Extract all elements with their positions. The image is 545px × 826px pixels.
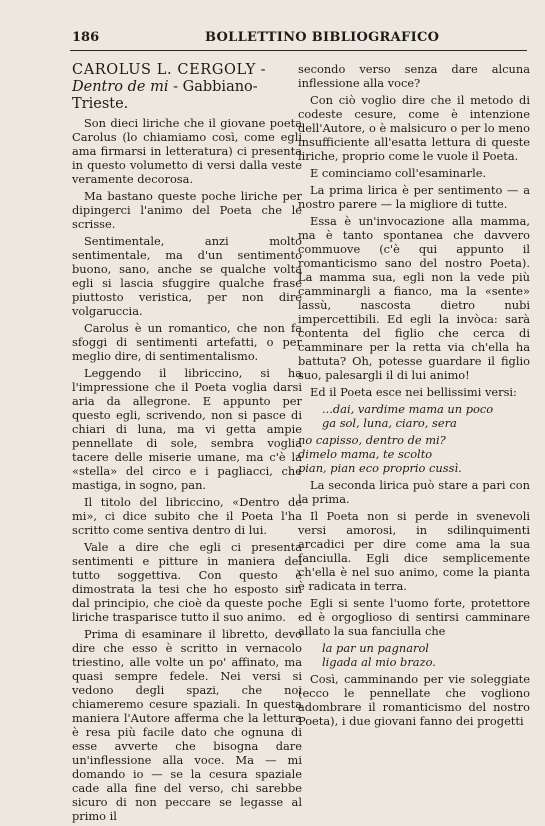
right-column [298, 62, 530, 731]
paragraph: Essa è un'invocazione alla mamma, ma è tanto spontanea che davvero commuove (c'è qui appunto il romanticismo sano del nostro Poeta). La mamma sua, egli non la vede più camminargli a fianco, ma la «sente» lassù, nascosta dietro nubi impercettibili. Ed egli la invòca: sarà contenta del figlio che cerca di camminare per la retta via ch'ella ha battuta? Oh, potesse guardare il figlio suo, palesargli il di lui animo! [298, 214, 530, 382]
paragraph: Così, camminando per vie soleggiate (ecco le pennellate che vogliono adombrare il romanticismo del nostro Poeta), i due giovani fanno dei progetti [298, 672, 530, 728]
page-number: 186 [72, 30, 100, 45]
paragraph: La seconda lirica può stare a pari con la prima. [298, 478, 530, 506]
review-heading [72, 62, 302, 113]
paragraph: Ma bastano queste poche liriche per dipingerci l'animo del Poeta che le scrisse. [72, 189, 302, 231]
paragraph: E cominciamo coll'esaminarle. [310, 166, 487, 180]
review-work-title: Dentro de mi [72, 79, 169, 95]
page-header [0, 26, 545, 50]
verse-quote: la par un pagnarol ligada al mio brazo. [322, 641, 436, 669]
paragraph: Il titolo del libriccino, «Dentro de mi», ci dice subito che il Poeta l'ha scritto come sentiva dentro di lui. [72, 495, 302, 537]
verse-quote: no capisso, dentro de mi? dimelo mama, te scolto pian, pian eco proprio cussì. [298, 433, 462, 475]
review-place: - Gabbiano-Trieste. [72, 79, 258, 112]
paragraph: Sentimentale, anzi molto sentimentale, ma d'un sentimento buono, sano, anche se qualche volta egli si lascia sfuggire qualche frase piuttosto veristica, per non dire volgaruccia. [72, 234, 302, 318]
header-rule [70, 50, 527, 51]
paragraph: La prima lirica è per sentimento — a nostro parere — la migliore di tutte. [298, 183, 530, 211]
paragraph: Ed il Poeta esce nei bellissimi versi: [310, 385, 517, 399]
paragraph: Con ciò voglio dire che il metodo di codeste cesure, come è intenzione dell'Autore, o è malsicuro o per lo meno insufficiente all'esatta lettura di queste liriche, proprio come le vuole il Poeta. [298, 93, 530, 163]
paragraph: secondo verso senza dare alcuna inflessione alla voce? [298, 62, 530, 90]
running-title: BOLLETTINO BIBLIOGRAFICO [205, 30, 440, 45]
paragraph: Son dieci liriche che il giovane poeta Carolus (lo chiamiamo così, come egli ama firmarsi in letteratura) ci presenta in questo volumetto di versi dalla veste veramente decorosa. [72, 116, 302, 186]
left-column [72, 62, 302, 826]
paragraph: Carolus è un romantico, che non fa sfoggi di sentimenti artefatti, o per meglio dire, di sentimentalismo. [72, 321, 302, 363]
paragraph: Vale a dire che egli ci presenta sentimenti e pitture in maniera del tutto soggettiva. Con questo è dimostrata la tesi che ho esposto sin dal principio, che cioè da queste poche liriche trasparisce tutto il suo animo. [72, 540, 302, 624]
paragraph: Egli si sente l'uomo forte, protettore ed è orgoglioso di sentirsi camminare allato la sua fanciulla che [298, 596, 530, 638]
paragraph: Leggendo il libriccino, si ha l'impressione che il Poeta voglia darsi aria da allegrone. E appunto per questo egli, scrivendo, non si pasce di chiari di luna, ma vi getta ampie pennellate di sole, sembra voglia tacere delle miserie umane, ma c'è la «stella» del circo e i pagliacci, che mastiga, in sogno, pan. [72, 366, 302, 492]
review-author: CAROLUS L. CERGOLY [72, 62, 256, 78]
heading-separator: - [255, 62, 266, 78]
verse-quote: ...dai, vardime mama un poco ga sol, luna, ciaro, sera [322, 402, 494, 430]
paragraph: Il Poeta non si perde in svenevoli versi amorosi, in sdilinquimenti arcadici per dire come ama la sua fanciulla. Egli dice semplicemente ch'ella è nel suo animo, come la pianta è radicata in terra. [298, 509, 530, 593]
paragraph: Prima di esaminare il libretto, devo dire che esso è scritto in vernacolo triestino, alle volte un po' affinato, ma quasi sempre fedele. Nei versi si vedono degli spazi, che noi chiameremo cesure spaziali. In questa maniera l'Autore afferma che la lettura è resa più facile dato che ognuna di esse avverte che bisogna dare un'inflessione alla voce. Ma — mi domando io — se la cesura spaziale cade alla fine del verso, chi sarebbe sicuro di non peccare se legasse al primo il [72, 627, 302, 823]
